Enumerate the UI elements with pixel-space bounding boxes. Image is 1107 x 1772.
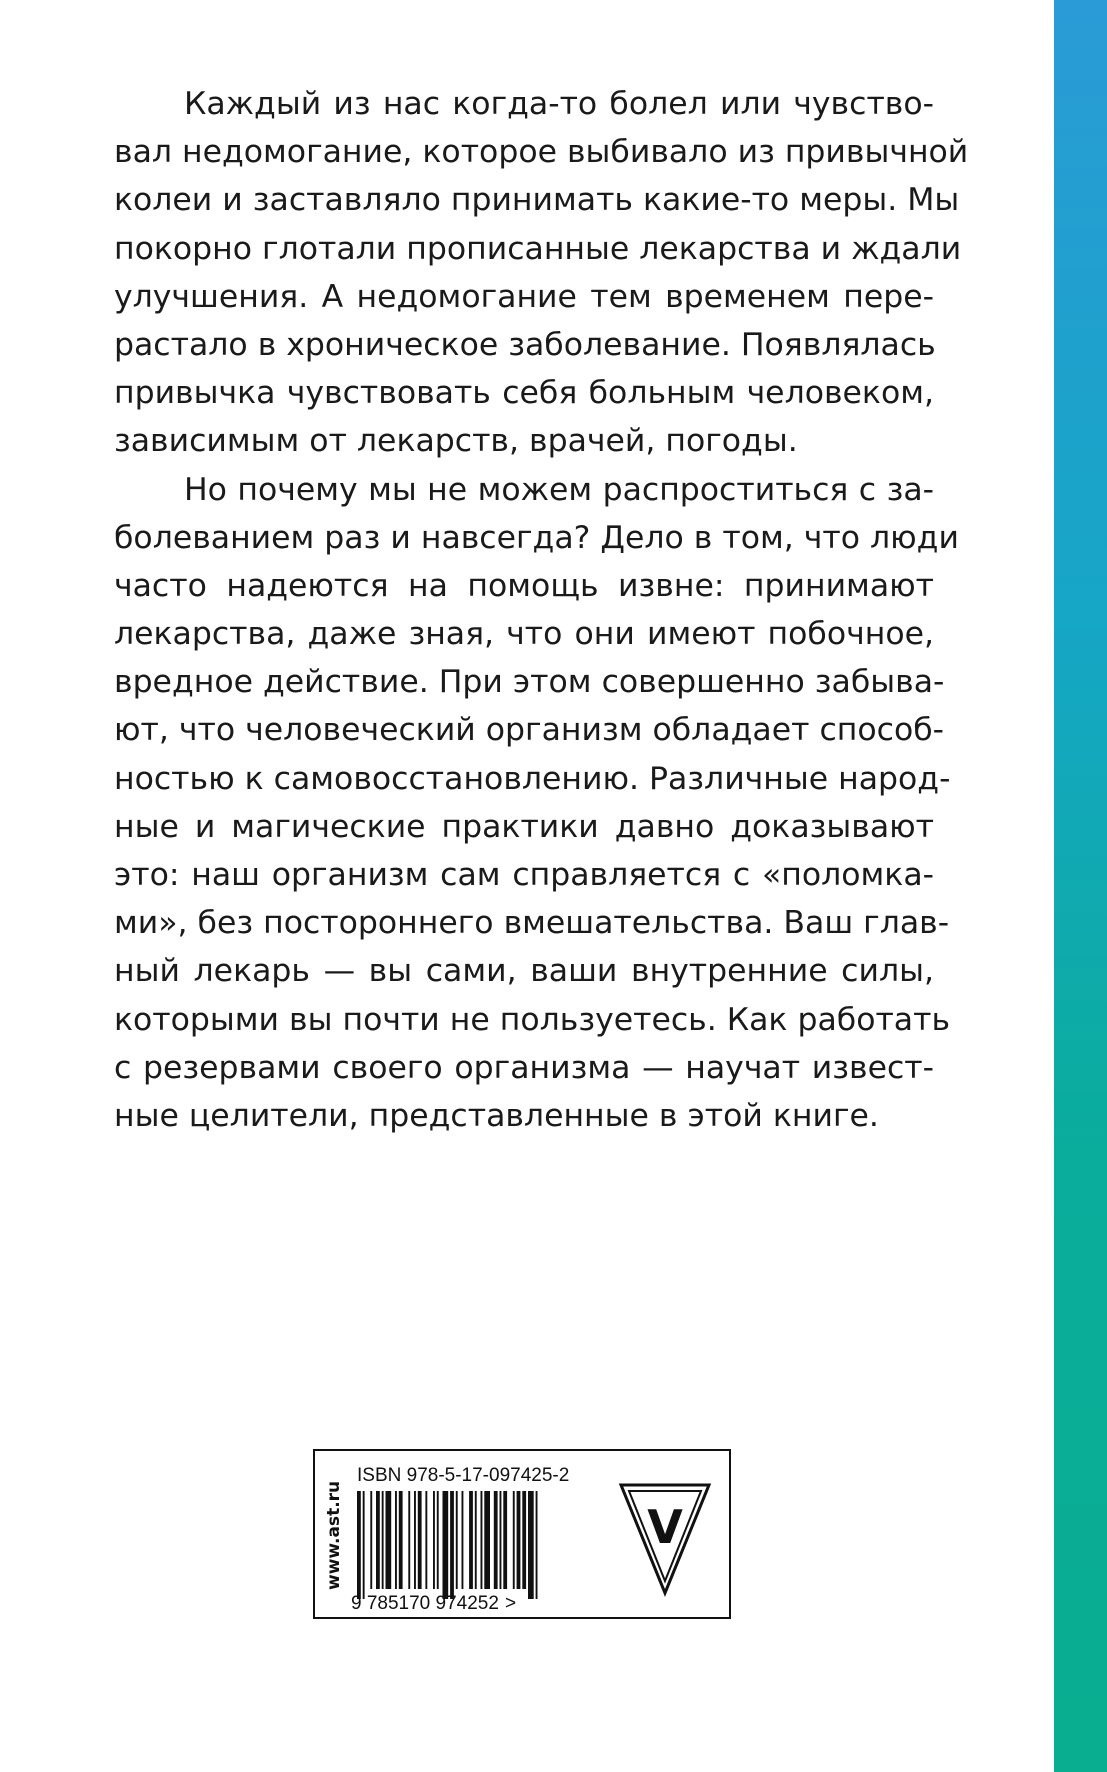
barcode-icon (357, 1491, 592, 1599)
publisher-url: www.ast.ru (324, 1480, 344, 1590)
annotation-text (114, 80, 969, 1140)
mark-letter: V (647, 1500, 683, 1554)
barcode-arrow: > (504, 1593, 517, 1614)
barcode-number: 9 785170 974252 (351, 1593, 499, 1614)
triangle-v-mark-icon (617, 1481, 713, 1597)
text-line: зависимым от лекарств, врачей, погоды. (114, 423, 798, 460)
paragraph (114, 466, 959, 1141)
text-line: которыми вы почти не пользуетесь. Как работать (114, 1001, 951, 1038)
text-line: лекарства, даже зная, что они имеют побочное, (114, 616, 934, 653)
text-line: колеи и заставляло принимать какие-то меры. Мы (114, 182, 960, 219)
text-line: ные и магические практики давно доказывают (114, 808, 934, 845)
text-line: это: наш организм сам справляется с «поломка- (114, 857, 934, 893)
barcode-digits (351, 1593, 516, 1615)
text-line: ный лекарь — вы сами, ваши внутренние силы, (114, 953, 934, 990)
text-line: привычка чувствовать себя больным человеком, (114, 375, 934, 412)
side-color-stripe (1054, 0, 1107, 1772)
text-line: улучшения. А недомогание тем временем пере- (114, 278, 934, 315)
barcode-label (313, 1449, 731, 1619)
text-line: покорно глотали прописанные лекарства и ждали (114, 230, 962, 267)
text-line: ностью к самовосстановлению. Различные народ- (114, 760, 951, 797)
text-line: растало в хроническое заболевание. Появлялась (114, 326, 936, 363)
text-line: вал недомогание, которое выбивало из привычной (114, 134, 969, 171)
text-line: ми», без постороннего вмешательства. Ваш глав- (114, 905, 950, 942)
text-line: Каждый из нас когда-то болел или чувство- (184, 86, 934, 122)
text-line: с резервами своего организма — научат извест- (114, 1049, 934, 1086)
text-line: ные целители, представленные в этой книге. (114, 1097, 879, 1134)
text-line: часто надеются на помощь извне: принимают (114, 567, 934, 604)
isbn-label: ISBN 978-5-17-097425-2 (357, 1465, 570, 1486)
text-line: болеванием раз и навсегда? Дело в том, что люди (114, 519, 959, 556)
text-line: вредное действие. При этом совершенно забыва- (114, 664, 945, 701)
text-line: ют, что человеческий организм обладает способ- (114, 712, 945, 749)
paragraph (114, 80, 969, 466)
text-line: Но почему мы не можем распроститься с за- (184, 471, 934, 508)
